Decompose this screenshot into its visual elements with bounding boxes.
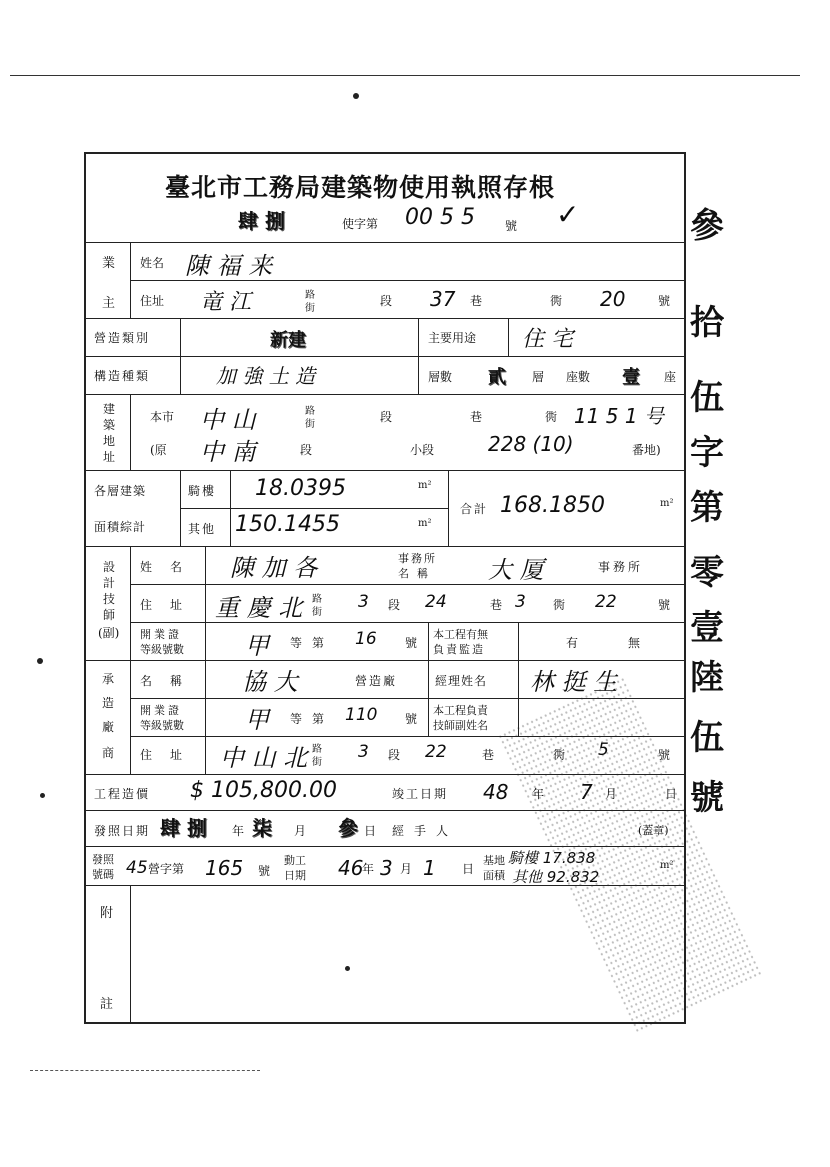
supervise-none: 無 — [628, 636, 641, 650]
manager-value: 林 挺 生 — [530, 668, 618, 696]
col-divider — [130, 885, 131, 1024]
office-label-1: 事務所 — [398, 552, 437, 565]
col-divider — [205, 546, 206, 774]
supervise-label-1: 本工程有無 — [433, 628, 488, 641]
resp-label-1: 本工程負責 — [433, 704, 488, 717]
row-divider — [84, 318, 686, 319]
row-divider — [84, 242, 686, 243]
designer-sec-value: 3 — [358, 592, 369, 612]
contractor-no-value: 5 — [598, 740, 609, 760]
col-divider — [180, 470, 181, 546]
owner-section-char: 主 — [102, 296, 118, 311]
designer-cert-mid: 等第 — [290, 636, 335, 650]
site-lane-label: 巷 — [470, 410, 483, 424]
contractor-section-char: 廠 — [102, 720, 117, 734]
contractor-name-value: 協 大 — [242, 668, 298, 696]
permit-suffix: 號 — [505, 219, 518, 233]
row-divider — [130, 736, 686, 737]
office-value: 大 厦 — [488, 556, 544, 584]
permit-year-stamp: 肆 捌 — [238, 209, 285, 233]
row-divider — [84, 394, 686, 395]
start-day: 1 — [423, 856, 436, 880]
col-divider — [180, 318, 181, 394]
start-month-unit: 月 — [400, 862, 413, 876]
other-label: 其他 — [188, 522, 217, 536]
resp-label-2: 技師副姓名 — [433, 719, 488, 732]
margin-char: 參 — [690, 206, 724, 246]
row-divider — [130, 584, 686, 585]
start-label-1: 動工 — [284, 854, 306, 867]
handler-label: 經手人 — [392, 824, 459, 838]
site-section-char: 建 — [103, 402, 116, 416]
margin-char: 壹 — [690, 608, 724, 648]
owner-lane-label: 巷 — [470, 294, 483, 308]
issue-year-stamp: 肆 捌 — [160, 816, 207, 840]
owner-addr-value: 竜 江 — [200, 290, 251, 315]
row-divider — [84, 356, 686, 357]
license-label-1: 發照 — [92, 853, 114, 866]
done-month: 7 — [580, 780, 593, 804]
contractor-name-suffix: 營造廠 — [355, 674, 398, 688]
construction-type-value: 新建 — [270, 330, 306, 351]
col-divider — [428, 622, 429, 736]
scan-speck — [40, 793, 45, 798]
cost-value: $ 105,800.00 — [190, 778, 337, 803]
margin-char: 陸 — [690, 658, 724, 698]
owner-alley-label: 衖 — [550, 294, 563, 308]
designer-sec-label: 段 — [388, 598, 401, 612]
contractor-sec-label: 段 — [388, 748, 401, 762]
col-divider — [508, 318, 509, 356]
page-title: 臺北市工務局建築物使用執照存根 — [165, 173, 556, 202]
designer-alley-value: 3 — [515, 592, 526, 612]
margin-char: 伍 — [690, 378, 724, 418]
issue-month-unit: 月 — [294, 824, 307, 838]
start-day-unit: 日 — [462, 862, 475, 876]
contractor-lane-value: 22 — [425, 742, 447, 762]
designer-cert-label-2: 等級號數 — [140, 643, 184, 656]
site-section-char: 築 — [103, 418, 116, 432]
owner-street-label: 街 — [305, 303, 315, 314]
contractor-street-label: 街 — [312, 757, 322, 768]
owner-name-value: 陳 福 来 — [185, 252, 273, 280]
site-sec-label: 段 — [380, 410, 393, 424]
col-divider — [448, 470, 449, 546]
base-label-1: 基地 — [483, 854, 505, 867]
site-section-char: 址 — [103, 450, 116, 464]
designer-section-char: 師 — [103, 608, 116, 622]
designer-section-char: 設 — [103, 560, 116, 574]
margin-char: 伍 — [690, 718, 724, 758]
owner-sec-label: 段 — [380, 294, 393, 308]
designer-cert-label-1: 開業證 — [140, 628, 182, 641]
designer-cert-grade: 甲 — [245, 632, 269, 660]
designer-no-label: 號 — [658, 598, 671, 612]
contractor-alley-label: 衖 — [553, 748, 566, 762]
owner-section-char: 業 — [102, 256, 118, 271]
arcade-value: 18.0395 — [255, 476, 346, 501]
done-year-unit: 年 — [532, 787, 545, 801]
designer-cert-no: 16 — [355, 629, 377, 649]
floors-unit: 層 — [532, 370, 545, 384]
license-no: 165 — [205, 856, 244, 880]
issue-year-unit: 年 — [232, 824, 245, 838]
contractor-lane-label: 巷 — [482, 748, 495, 762]
total-unit: m² — [660, 498, 674, 509]
cost-label: 工程造價 — [94, 787, 151, 801]
site-orig-label: (原 — [150, 443, 167, 457]
start-month: 3 — [380, 856, 393, 880]
col-divider — [230, 470, 231, 546]
blocks-label: 座數 — [566, 370, 591, 384]
designer-name-value: 陳 加 各 — [230, 554, 318, 582]
issue-day-stamp: 參 — [338, 816, 358, 840]
license-suffix: 號 — [258, 864, 271, 878]
row-divider — [84, 810, 686, 811]
designer-alley-label: 衖 — [553, 598, 566, 612]
done-day-unit: 日 — [665, 787, 678, 801]
margin-char: 第 — [690, 488, 724, 528]
row-divider — [84, 846, 686, 847]
owner-road-label: 路 — [305, 290, 315, 301]
scan-line-top — [10, 75, 800, 76]
issue-month-stamp: 柒 — [252, 816, 272, 840]
done-month-unit: 月 — [605, 787, 618, 801]
start-year: 46 — [338, 856, 364, 880]
start-label-2: 日期 — [284, 869, 306, 882]
contractor-cert-grade: 甲 — [245, 706, 269, 734]
license-label-2: 號碼 — [92, 868, 114, 881]
site-lot-label: 番地) — [632, 443, 661, 457]
designer-no-value: 22 — [595, 592, 617, 612]
supervise-label-2: 負責監造 — [433, 643, 485, 656]
office-suffix: 事務所 — [598, 560, 644, 574]
site-lot-value: 228 (10) — [488, 432, 574, 456]
remarks-bottom: 註 — [100, 997, 116, 1012]
issue-day-unit: 日 — [364, 824, 377, 838]
contractor-name-label: 名稱 — [140, 674, 201, 688]
check-mark: ✓ — [556, 198, 580, 231]
license-mid: 營字第 — [148, 862, 185, 876]
done-year: 48 — [483, 780, 509, 804]
site-road-value: 中 山 — [200, 406, 256, 434]
site-orig-value: 中 南 — [200, 438, 256, 466]
designer-cert-suffix: 號 — [405, 636, 418, 650]
site-alley-label: 衖 — [545, 410, 558, 424]
other-value: 150.1455 — [235, 512, 340, 537]
col-divider — [130, 242, 131, 318]
total-value: 168.1850 — [500, 493, 605, 518]
floors-value: 貳 — [488, 367, 506, 388]
site-section-char: 地 — [103, 434, 116, 448]
designer-name-label: 姓名 — [140, 560, 201, 574]
contractor-no-label: 號 — [658, 748, 671, 762]
site-small-sec: 小段 — [410, 443, 435, 457]
site-city: 本市 — [150, 410, 175, 424]
margin-char: 零 — [690, 553, 724, 593]
designer-section-char: 技 — [103, 592, 116, 606]
col-divider — [130, 394, 131, 470]
designer-addr-value: 重 慶 北 — [215, 594, 303, 622]
base-unit: m² — [660, 860, 674, 871]
designer-addr-label: 住址 — [140, 598, 201, 612]
row-divider — [84, 546, 686, 547]
row-divider — [130, 622, 686, 623]
license-year: 45 — [126, 858, 148, 878]
main-use-label: 主要用途 — [428, 331, 477, 345]
blocks-unit: 座 — [664, 370, 677, 384]
col-divider — [518, 622, 519, 736]
contractor-cert-mid: 等第 — [290, 712, 335, 726]
contractor-cert-label-1: 開業證 — [140, 704, 182, 717]
start-year-unit: 年 — [362, 862, 375, 876]
site-road-label: 路 — [305, 406, 315, 417]
contractor-cert-no: 110 — [345, 705, 378, 725]
other-unit: m² — [418, 518, 432, 529]
total-label: 合計 — [460, 502, 489, 516]
scan-speck — [37, 658, 43, 664]
row-divider — [84, 660, 686, 661]
permit-form — [84, 152, 686, 1024]
contractor-section-char: 造 — [102, 696, 117, 710]
manager-label: 經理姓名 — [435, 674, 488, 688]
col-divider — [130, 546, 131, 774]
site-street-label: 街 — [305, 419, 315, 430]
contractor-sec-value: 3 — [358, 742, 369, 762]
office-label-2: 名稱 — [398, 567, 436, 580]
designer-road-label: 路 — [312, 594, 322, 605]
arcade-unit: m² — [418, 480, 432, 491]
issue-label: 發照日期 — [94, 824, 151, 838]
contractor-addr-value: 中 山 北 — [220, 744, 308, 772]
base-value-2: 其他 92.832 — [512, 868, 600, 886]
margin-char: 號 — [690, 778, 724, 818]
contractor-road-label: 路 — [312, 744, 322, 755]
remarks-top: 附 — [100, 906, 116, 921]
arcade-label: 騎樓 — [188, 484, 217, 498]
col-divider — [418, 318, 419, 394]
contractor-cert-label-2: 等級號數 — [140, 719, 184, 732]
owner-no-label: 號 — [658, 294, 671, 308]
margin-char: 拾 — [690, 303, 724, 343]
structure-label: 構造種類 — [94, 369, 151, 383]
structure-value: 加 強 土 造 — [216, 364, 316, 388]
owner-no-value: 20 — [600, 287, 626, 311]
permit-number: 00 5 5 — [405, 205, 475, 230]
permit-label: 使字第 — [342, 217, 379, 231]
done-date-label: 竣工日期 — [392, 787, 449, 801]
contractor-section-char: 承 — [102, 672, 117, 686]
col-divider — [84, 774, 85, 846]
area-label-1: 各層建築 — [94, 484, 147, 498]
row-divider — [84, 470, 686, 471]
seal-label: (蓋章) — [638, 824, 669, 837]
supervise-has: 有 — [566, 636, 579, 650]
blocks-value: 壹 — [622, 367, 640, 388]
contractor-cert-suffix: 號 — [405, 712, 418, 726]
margin-char: 字 — [690, 433, 724, 473]
designer-street-label: 街 — [312, 607, 322, 618]
base-label-2: 面積 — [483, 869, 505, 882]
site-orig-sec: 段 — [300, 443, 313, 457]
designer-lane-value: 24 — [425, 592, 447, 612]
owner-addr-label: 住址 — [140, 294, 165, 308]
main-use-value: 住 宅 — [522, 327, 573, 352]
base-value-1: 騎樓 17.838 — [508, 849, 596, 867]
contractor-addr-label: 住址 — [140, 748, 201, 762]
area-label-2: 面積綜計 — [94, 520, 147, 534]
row-divider — [180, 508, 448, 509]
construction-type-label: 營造類別 — [94, 331, 151, 345]
site-no-value: 11 5 1 号 — [574, 404, 664, 428]
designer-section-char: (副) — [98, 626, 120, 640]
floors-label: 層數 — [428, 370, 453, 384]
scan-speck — [353, 93, 359, 99]
row-divider — [130, 698, 686, 699]
designer-section-char: 計 — [103, 576, 116, 590]
row-divider — [84, 774, 686, 775]
contractor-section-char: 商 — [102, 746, 117, 760]
owner-name-label: 姓名 — [140, 256, 165, 270]
scan-line-bottom — [30, 1070, 260, 1071]
designer-lane-label: 巷 — [490, 598, 503, 612]
owner-lane-value: 37 — [430, 287, 456, 311]
